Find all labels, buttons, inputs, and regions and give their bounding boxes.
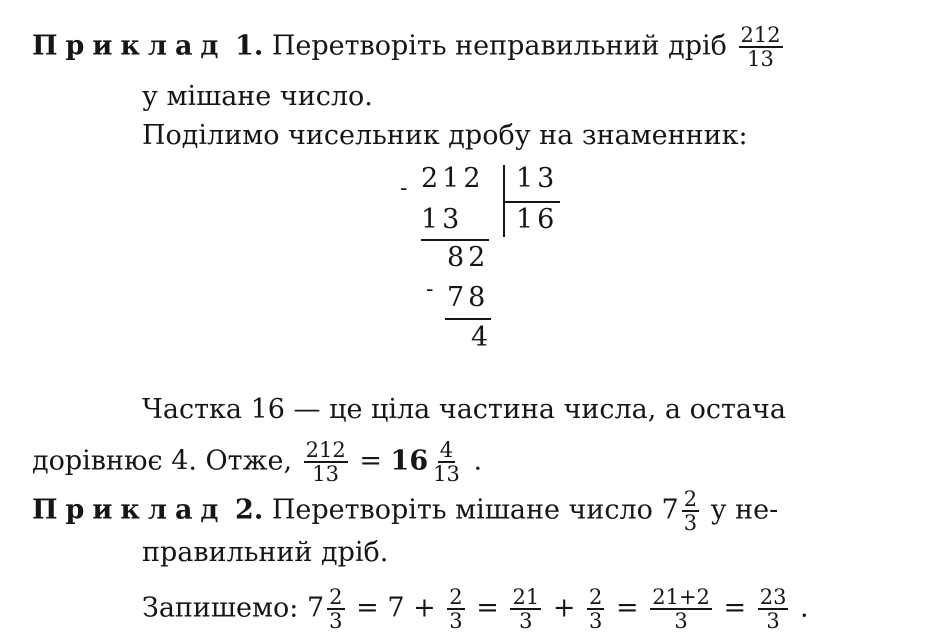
dividend: 212 — [421, 163, 485, 194]
remainder: 4 — [471, 322, 493, 353]
fraction-numerator: 2 — [683, 487, 698, 511]
final-expression — [142, 586, 809, 632]
fraction-denominator: 3 — [449, 609, 463, 633]
subtraction-line-2 — [445, 318, 491, 320]
fraction-numerator: 4 — [439, 438, 454, 462]
example1-heading — [32, 24, 786, 70]
fraction-denominator: 3 — [519, 609, 533, 633]
fraction-numerator: 23 — [759, 585, 787, 609]
fraction-3 — [510, 586, 541, 632]
subtrahend-2: 78 — [447, 282, 490, 313]
plus-sign: + — [552, 592, 576, 624]
fraction-numerator: 212 — [305, 438, 346, 462]
fraction-2 — [447, 586, 464, 632]
example1-label: Приклад — [32, 30, 227, 62]
fraction-numerator: 212 — [740, 23, 781, 47]
fraction-5 — [650, 586, 712, 632]
remainder-1: 82 — [447, 242, 490, 273]
conclusion-line2 — [32, 439, 482, 485]
example2-text-line2: правильний дріб. — [142, 537, 389, 568]
final-label: Запишемо: — [142, 592, 299, 624]
mixed-whole: 7 — [661, 494, 679, 526]
fraction-numerator: 21 — [512, 585, 540, 609]
fraction-denominator: 3 — [674, 609, 688, 633]
fraction-denominator: 13 — [312, 462, 340, 486]
example2-text: Перетворіть мішане число — [271, 494, 653, 526]
fraction-denominator: 3 — [683, 511, 698, 535]
fraction-denominator: 3 — [766, 609, 780, 633]
fraction-denominator: 3 — [329, 609, 343, 633]
example2-label: Приклад — [32, 494, 227, 526]
fraction-denominator: 13 — [747, 47, 774, 71]
fraction-6 — [758, 586, 789, 632]
example1-text: Перетворіть неправильний дріб — [271, 30, 727, 62]
mixed-fraction — [431, 439, 462, 485]
example2-fraction — [682, 488, 699, 534]
conclusion-text: дорівнює 4. Отже, — [32, 445, 293, 477]
example1-fraction — [739, 24, 783, 70]
subtrahend-1: 13 — [421, 204, 464, 235]
intro-text: Поділимо чисельник дробу на знаменник: — [142, 120, 748, 151]
example1-text-line2: у мішане число. — [142, 81, 373, 112]
mixed-whole: 7 — [306, 592, 325, 624]
fraction-4 — [587, 586, 604, 632]
equals-seven-plus: = 7 + — [356, 592, 436, 624]
conclusion-line1: Частка 16 — це ціла частина числа, а остача — [142, 394, 786, 425]
equals-sign: = — [476, 592, 499, 624]
mixed-whole: 16 — [390, 445, 429, 477]
fraction-numerator: 2 — [329, 585, 343, 609]
example2-number: 2. — [235, 494, 264, 526]
minus-sign-2: - — [426, 277, 434, 302]
minus-sign: - — [400, 176, 408, 201]
fraction-numerator: 21+2 — [652, 585, 710, 609]
fraction-1 — [327, 586, 344, 632]
divisor: 13 — [516, 163, 559, 194]
conclusion-fraction — [304, 439, 348, 485]
fraction-numerator: 2 — [449, 585, 463, 609]
fraction-numerator: 2 — [589, 585, 603, 609]
divisor-underline — [505, 201, 560, 203]
subtraction-line-1 — [421, 239, 489, 241]
equals-sign: = — [359, 445, 382, 477]
example2-text-end: у не- — [710, 494, 779, 526]
equals-sign: = — [616, 592, 639, 624]
example1-number: 1. — [235, 30, 264, 62]
equals-sign: = — [723, 592, 747, 624]
period: . — [473, 445, 483, 477]
period: . — [800, 592, 809, 624]
fraction-denominator: 3 — [589, 609, 603, 633]
example2-heading — [32, 488, 778, 534]
fraction-denominator: 13 — [433, 462, 460, 486]
quotient: 16 — [516, 204, 559, 235]
